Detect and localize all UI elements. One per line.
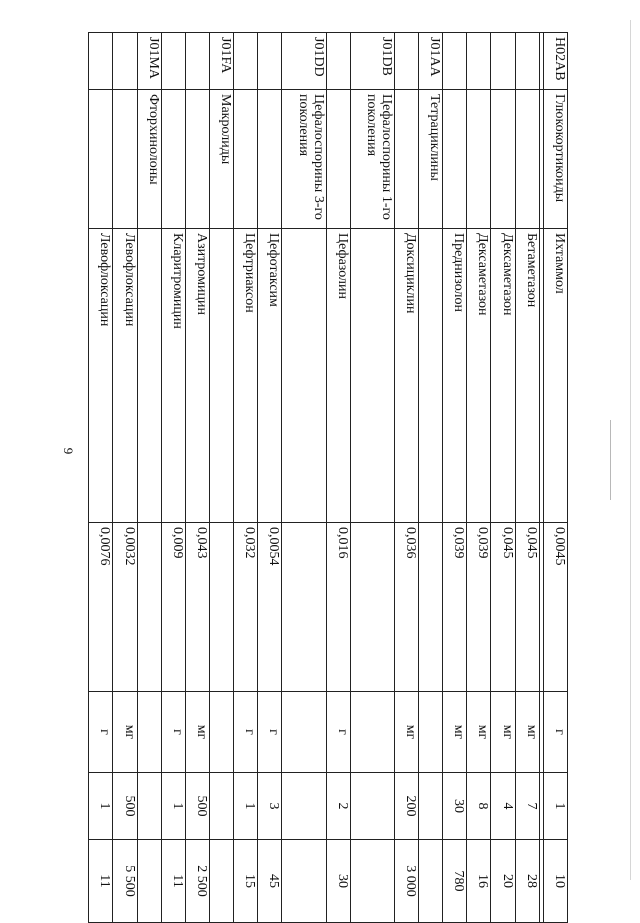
- scan-artifact-edge: [630, 20, 631, 880]
- ddd-value-cell: 0,0045: [543, 523, 567, 692]
- ddd-value-cell: 0,043: [185, 523, 209, 692]
- atc-code-cell: [467, 33, 491, 90]
- unit-cell: мг: [113, 692, 137, 773]
- amount-cell: [350, 773, 394, 840]
- amount-cell: 7: [515, 773, 539, 840]
- unit-cell: г: [89, 692, 113, 773]
- unit-cell: [539, 692, 543, 773]
- atc-code-cell: J01DB: [350, 33, 394, 90]
- drug-name-cell: Бетаметазон: [515, 229, 539, 523]
- ddd-value-cell: [282, 523, 326, 692]
- table-row: [467, 33, 491, 923]
- count-cell: 3 000: [394, 840, 418, 923]
- ddd-value-cell: [350, 523, 394, 692]
- group-name-cell: [515, 90, 539, 229]
- amount-cell: 1: [234, 773, 258, 840]
- unit-cell: г: [234, 692, 258, 773]
- drug-name-cell: Цефазолин: [326, 229, 350, 523]
- count-cell: [137, 840, 161, 923]
- amount-cell: [419, 773, 443, 840]
- group-name-cell: [258, 90, 282, 229]
- drug-name-cell: Кларитромицин: [161, 229, 185, 523]
- atc-code-cell: J01AA: [419, 33, 443, 90]
- ddd-value-cell: 0,0054: [258, 523, 282, 692]
- group-name-cell: Фторхинолоны: [137, 90, 161, 229]
- ddd-value-cell: [539, 523, 543, 692]
- atc-code-cell: J01MA: [137, 33, 161, 90]
- count-cell: 11: [89, 840, 113, 923]
- drug-name-cell: Цефтриаксон: [234, 229, 258, 523]
- atc-code-cell: [234, 33, 258, 90]
- count-cell: 28: [515, 840, 539, 923]
- atc-code-cell: [185, 33, 209, 90]
- ddd-value-cell: 0,045: [515, 523, 539, 692]
- ddd-value-cell: [419, 523, 443, 692]
- drug-name-cell: [209, 229, 233, 523]
- unit-cell: мг: [394, 692, 418, 773]
- count-cell: 780: [443, 840, 467, 923]
- unit-cell: мг: [467, 692, 491, 773]
- group-name-cell: [161, 90, 185, 229]
- amount-cell: 2: [326, 773, 350, 840]
- table-row: [326, 33, 350, 923]
- group-name-cell: [491, 90, 515, 229]
- drug-name-cell: [539, 229, 543, 523]
- scan-artifact-line: [610, 420, 611, 500]
- drug-name-cell: [419, 229, 443, 523]
- unit-cell: [419, 692, 443, 773]
- table-row: [113, 33, 137, 923]
- atc-code-cell: [539, 33, 543, 90]
- table-row: [539, 33, 543, 923]
- drug-name-cell: [350, 229, 394, 523]
- group-name-cell: Цефалоспорины 1-го поколения: [350, 90, 394, 229]
- unit-cell: г: [543, 692, 567, 773]
- table-row: [515, 33, 539, 923]
- drug-name-cell: Левофлоксацин: [113, 229, 137, 523]
- drug-name-cell: Дексаметазон: [491, 229, 515, 523]
- amount-cell: 8: [467, 773, 491, 840]
- atc-code-cell: [89, 33, 113, 90]
- amount-cell: 200: [394, 773, 418, 840]
- table-row: [350, 33, 394, 923]
- group-name-cell: [467, 90, 491, 229]
- group-name-cell: [89, 90, 113, 229]
- amount-cell: [209, 773, 233, 840]
- unit-cell: [137, 692, 161, 773]
- unit-cell: [350, 692, 394, 773]
- table-row: [89, 33, 113, 923]
- group-name-cell: Макролиды: [209, 90, 233, 229]
- table-row: [258, 33, 282, 923]
- drug-name-cell: Доксициклин: [394, 229, 418, 523]
- atc-code-cell: [394, 33, 418, 90]
- table-row: [394, 33, 418, 923]
- amount-cell: 500: [185, 773, 209, 840]
- group-name-cell: [326, 90, 350, 229]
- count-cell: 20: [491, 840, 515, 923]
- ddd-value-cell: [137, 523, 161, 692]
- amount-cell: [539, 773, 543, 840]
- group-name-cell: [185, 90, 209, 229]
- unit-cell: [209, 692, 233, 773]
- count-cell: 10: [543, 840, 567, 923]
- unit-cell: мг: [491, 692, 515, 773]
- group-name-cell: Тетрациклины: [419, 90, 443, 229]
- group-name-cell: [443, 90, 467, 229]
- count-cell: 2 500: [185, 840, 209, 923]
- table-row: [161, 33, 185, 923]
- count-cell: [209, 840, 233, 923]
- atc-code-cell: H02AB: [543, 33, 567, 90]
- atc-code-cell: [113, 33, 137, 90]
- atc-code-cell: [515, 33, 539, 90]
- ddd-value-cell: 0,039: [443, 523, 467, 692]
- drug-table: [88, 32, 568, 923]
- rotated-table-container: [88, 32, 568, 897]
- drug-table-body: [89, 33, 568, 923]
- atc-code-cell: J01FA: [209, 33, 233, 90]
- group-name-cell: [394, 90, 418, 229]
- unit-cell: мг: [515, 692, 539, 773]
- drug-name-cell: Преднизолон: [443, 229, 467, 523]
- ddd-value-cell: 0,0032: [113, 523, 137, 692]
- atc-code-cell: [258, 33, 282, 90]
- group-name-cell: [113, 90, 137, 229]
- atc-code-cell: [443, 33, 467, 90]
- unit-cell: г: [326, 692, 350, 773]
- count-cell: 5 500: [113, 840, 137, 923]
- amount-cell: [282, 773, 326, 840]
- atc-code-cell: [326, 33, 350, 90]
- ddd-value-cell: 0,032: [234, 523, 258, 692]
- ddd-value-cell: [209, 523, 233, 692]
- drug-name-cell: [137, 229, 161, 523]
- drug-name-cell: Азитромицин: [185, 229, 209, 523]
- unit-cell: г: [258, 692, 282, 773]
- amount-cell: 4: [491, 773, 515, 840]
- amount-cell: 1: [161, 773, 185, 840]
- drug-name-cell: Цефотаксим: [258, 229, 282, 523]
- group-name-cell: Глюкокортикоиды: [543, 90, 567, 229]
- table-row: [543, 33, 567, 923]
- table-row: [209, 33, 233, 923]
- count-cell: [539, 840, 543, 923]
- ddd-value-cell: 0,0076: [89, 523, 113, 692]
- group-name-cell: [234, 90, 258, 229]
- amount-cell: 500: [113, 773, 137, 840]
- ddd-value-cell: 0,036: [394, 523, 418, 692]
- drug-name-cell: Ихтаммол: [543, 229, 567, 523]
- amount-cell: 1: [543, 773, 567, 840]
- atc-code-cell: J01DD: [282, 33, 326, 90]
- ddd-value-cell: 0,045: [491, 523, 515, 692]
- amount-cell: 30: [443, 773, 467, 840]
- count-cell: 30: [326, 840, 350, 923]
- page-number: 9: [61, 447, 76, 455]
- table-row: [443, 33, 467, 923]
- drug-name-cell: Левофлоксацин: [89, 229, 113, 523]
- unit-cell: мг: [185, 692, 209, 773]
- ddd-value-cell: 0,009: [161, 523, 185, 692]
- amount-cell: 1: [89, 773, 113, 840]
- drug-name-cell: Дексаметазон: [467, 229, 491, 523]
- count-cell: [282, 840, 326, 923]
- ddd-value-cell: 0,039: [467, 523, 491, 692]
- amount-cell: 3: [258, 773, 282, 840]
- atc-code-cell: [161, 33, 185, 90]
- count-cell: [419, 840, 443, 923]
- count-cell: [350, 840, 394, 923]
- count-cell: 16: [467, 840, 491, 923]
- table-row: [234, 33, 258, 923]
- drug-name-cell: [282, 229, 326, 523]
- table-row: [137, 33, 161, 923]
- atc-code-cell: [491, 33, 515, 90]
- group-name-cell: Цефалоспорины 3-го поколения: [282, 90, 326, 229]
- table-row: [419, 33, 443, 923]
- count-cell: 11: [161, 840, 185, 923]
- amount-cell: [137, 773, 161, 840]
- count-cell: 15: [234, 840, 258, 923]
- group-name-cell: [539, 90, 543, 229]
- table-row: [491, 33, 515, 923]
- unit-cell: г: [161, 692, 185, 773]
- count-cell: 45: [258, 840, 282, 923]
- ddd-value-cell: 0,016: [326, 523, 350, 692]
- table-row: [185, 33, 209, 923]
- unit-cell: мг: [443, 692, 467, 773]
- unit-cell: [282, 692, 326, 773]
- table-row: [282, 33, 326, 923]
